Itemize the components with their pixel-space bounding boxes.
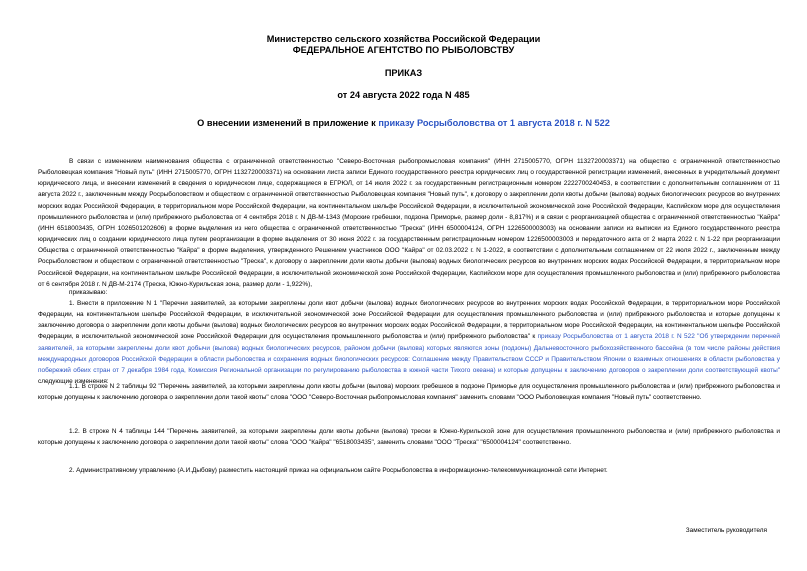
preamble-paragraph: В связи с изменением наименования общества с ограниченной ответственностью "Северо-Восточная рыбопромысловая компания" (ИНН 2715005770, ОГРН 1132720003371) на общество с ограниченной ответственностью Рыболовецкая компания "Новый путь" (ИНН 2715005770, ОГРН 1132720003371) на основании листа записи Единого государственного реестра юридических лиц о государственной регистрации изменений, внесенных в учредительный документ юридического лица, и внесении изменений в сведения о юридическом лице, содержащиеся в ЕГРЮЛ, от 14 июля 2022 г. за государственным регистрационным номером 2222700240453, в соответствии с дополнительным соглашением от 11 августа 2022 г., заключенным между Росрыболовством и обществом с ограниченной ответственностью Рыболовецкая компания "Новый путь", к договору о закреплении доли квоты добычи (вылова) водных биологических ресурсов во внутренних морских водах Российской Федерации, в территориальном море Российской Федерации, на континентальном шельфе Российской Федерации, в исключительной экономической зоне Российской Федерации, Каспийском море для осуществления промышленного рыболовства и (или) прибрежного рыболовства от 4 сентября 2018 г. N ДВ-М-1343 (Морские гребешки, подзона Приморье, размер доли - 8,817%) и в связи с реорганизацией общества с ограниченной ответственностью "Кайра" (ИНН 6518003435, ОГРН 1026501202606) в форме выделения из него общества с ограниченной ответственностью "Треска" (ИНН 6500004124, ОГРН 1226500003003) на основании записи из выписки из Единого государственного реестра юридических лиц о создании юридического лица путем реорганизации в форме выделения от 30 июня 2022 г. за государственным регистрационным номером 1226500003003 и передаточного акта от 2 марта 2022 г. N 1-22 при реорганизации Общества с ограниченной ответственностью "Кайра" в форме выделения, утвержденного Решением участников ООО "Кайра" от 02.03.2022 г. N 1-2022, в соответствии с дополнительным соглашением от 22 июля 2022 г., заключенным между Росрыболовством и обществом с ограниченной ответственностью "Треска", к договору о закреплении доли квоты добычи (вылова) водных биологических ресурсов во внутренних морских водах Российской Федерации, в территориальном море Российской Федерации, на континентальном шельфе Российской Федерации, в исключительной экономической зоне Российской Федерации, Каспийском море для осуществления промышленного рыболовства и (или) прибрежного рыболовства от 6 сентября 2018 г. N ДВ-М-2174 (Треска, Южно-Курильская зона, размер доли - 1,922%),	[38, 158, 780, 288]
item-2-paragraph: 2. Административному управлению (А.И.Дыбову) разместить настоящий приказ на официальном сайте Росрыболовства в информационно-телекоммуникационной сети Интернет.	[69, 467, 608, 474]
item-1-text-end: следующие изменения:	[38, 378, 109, 386]
prikazyvayu-section	[38, 287, 780, 298]
subject-prefix: О внесении изменений в приложение к	[197, 118, 379, 128]
document-subject	[0, 118, 807, 129]
item-1-1-section	[38, 381, 780, 403]
item-1-text-start: 1. Внести в приложение N 1 "Перечни заявителей, за которыми закреплены доли квот добычи (вылова) водных биологических ресурсов во внутренних морских водах Российской Федерации, в территориальном море Российской Федерации, на континентальном шельфе Российской Федерации, в исключительной экономической зоне Российской Федерации для осуществления промышленного рыболовства и (или) прибрежного рыболовства и которые допущены к заключению договора о закреплении доли квоты добычи (вылова) водных биологических ресурсов во внутренних морских водах Российской Федерации, в территориальном море Российской Федерации, на континентальном шельфе Российской Федерации, в исключительной экономической зоне Российской Федерации для осуществления промышленного рыболовства и (или) прибрежного рыболовства" к	[38, 300, 780, 341]
document-date-number: от 24 августа 2022 года N 485	[337, 90, 470, 100]
item-1-1-paragraph: 1.1. В строке N 2 таблицы 92 "Перечень заявителей, за которыми закреплены доли квоты добычи (вылова) морских гребешков в подзоне Приморье для осуществления промышленного рыболовства и (или) прибрежного рыболовства и которые допущены к заключению договора о закреплении доли такой квоты" слова "ООО "Северо-Восточная рыбопромысловая компания" заменить словами "ООО Рыболовецкая компания "Новый путь" соответственно.	[38, 383, 780, 402]
signature-line: Заместитель руководителя	[685, 527, 767, 534]
item-1-2-paragraph: 1.2. В строке N 4 таблицы 144 "Перечень заявителей, за которыми закреплены доли квоты добычи (вылова) трески в Южно-Курильской зоне для осуществления промышленного рыболовства и (или) прибрежного рыболовства и которые допущены к заключению договора о закреплении доли такой квоты" слова "ООО "Кайра" "6518003435", заменить словами "ООО "Треска" "6500004124" соответственно.	[38, 428, 780, 447]
ministry-title: Министерство сельского хозяйства Российской Федерации	[266, 34, 541, 44]
item-2-section	[38, 465, 780, 476]
document-type: ПРИКАЗ	[384, 68, 423, 78]
item-1-order-link[interactable]: приказу Росрыболовства от 1 августа 2018 г. N 522 "Об утверждении перечней заявителей, за которыми закреплены доли квот добычи (вылова) водных биологических ресурсов, районом добычи (вылова) которых являются зоны (подзоны) Дальневосточного рыбохозяйственного бассейна (в том числе районы действия международных договоров Российской Федерации в области рыболовства и сохранения водных биологических ресурсов: Соглашение между Правительством СССР и Правительством Японии о взаимных отношениях в области рыболовства у побережий обеих стран от 7 декабря 1984 года, Комиссия Региональной организации по регулированию рыболовства в южной части Тихого океана) и которые допущены к заключению договоров о закреплении доли соответствующей квоты"	[38, 333, 781, 374]
subject-order-link[interactable]: приказу Росрыболовства от 1 августа 2018 г. N 522	[378, 118, 610, 128]
item-1-section	[38, 298, 780, 387]
agency-title: ФЕДЕРАЛЬНОЕ АГЕНТСТВО ПО РЫБОЛОВСТВУ	[292, 45, 515, 55]
prikazyvayu-text: приказываю:	[69, 289, 108, 296]
preamble-section	[38, 156, 780, 290]
item-1-2-section	[38, 426, 780, 448]
item-1-paragraph	[38, 298, 780, 387]
